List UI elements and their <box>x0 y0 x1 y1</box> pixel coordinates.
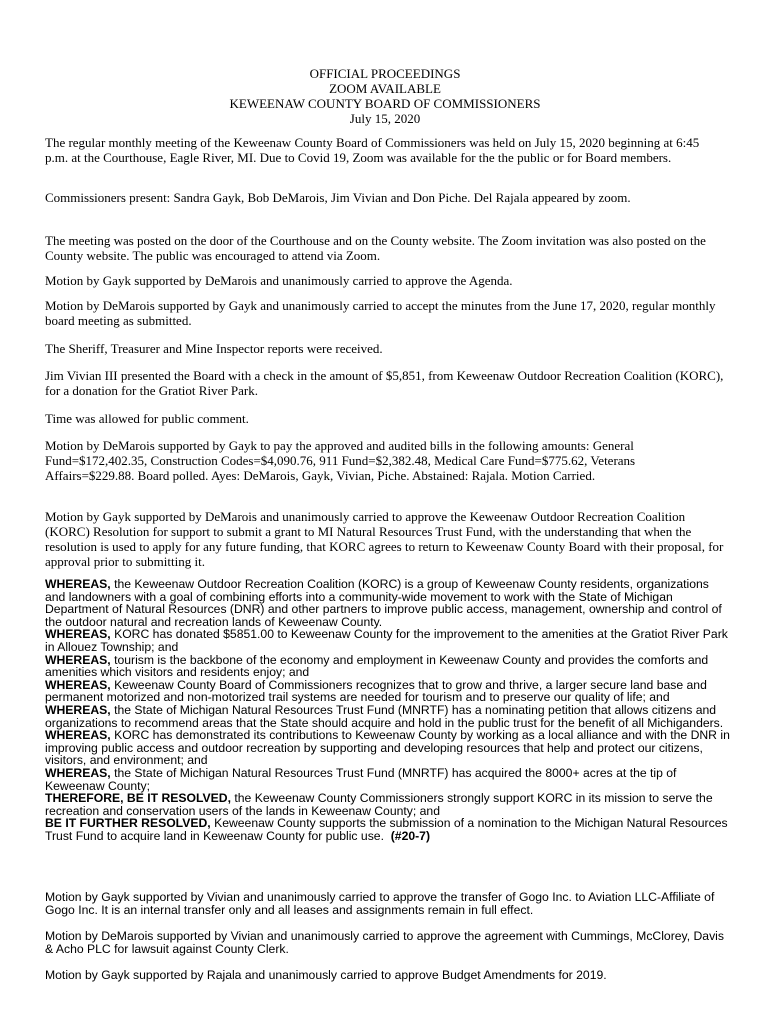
document-header <box>0 66 770 126</box>
whereas-clause <box>45 628 731 653</box>
whereas-text: KORC has demonstrated its contributions to Keweenaw County by working as a local alliance and with the DNR in improving public access and outdoor recreation by supporting and developing resources that help and protect our citizens, visitors, and environment; and <box>45 728 730 768</box>
header-line-proceedings: OFFICIAL PROCEEDINGS <box>309 66 461 81</box>
whereas-label: WHEREAS, <box>45 577 111 591</box>
paragraph-budget-amendments-motion: Motion by Gayk supported by Rajala and unanimously carried to approve Budget Amendments for 2019. <box>45 968 607 982</box>
further-resolved-label: BE IT FURTHER RESOLVED, <box>45 816 211 831</box>
header-line-board: KEWEENAW COUNTY BOARD OF COMMISSIONERS <box>229 96 541 111</box>
paragraph-reports-received: The Sheriff, Treasurer and Mine Inspector reports were received. <box>45 341 383 356</box>
whereas-clause <box>45 578 731 628</box>
whereas-clause <box>45 704 731 729</box>
header-line-zoom: ZOOM AVAILABLE <box>329 81 441 96</box>
resolution-block <box>45 578 731 842</box>
therefore-label: THEREFORE, BE IT RESOLVED, <box>45 791 231 806</box>
paragraph-commissioners-present: Commissioners present: Sandra Gayk, Bob DeMarois, Jim Vivian and Don Piche. Del Rajala appeared by zoom. <box>45 190 631 205</box>
therefore-clause <box>45 792 731 817</box>
further-resolved-text: Keweenaw County supports the submission of a nomination to the Michigan Natural Resources Trust Fund to acquire land in Keweenaw County for public use. <box>45 816 728 843</box>
paragraph-agenda-motion: Motion by Gayk supported by DeMarois and unanimously carried to approve the Agenda. <box>45 273 513 288</box>
therefore-text: the Keweenaw County Commissioners strongly support KORC in its mission to serve the recreation and conservation users of the lands in Keweenaw County; and <box>45 791 713 818</box>
whereas-text: the State of Michigan Natural Resources Trust Fund (MNRTF) has a nominating petition that allows citizens and organizations to recommend areas that the State should acquire and hold in the public trust for the benefit of all Michiganders. <box>45 702 724 730</box>
whereas-label: WHEREAS, <box>45 652 111 667</box>
whereas-text: the State of Michigan Natural Resources Trust Fund (MNRTF) has acquired the 8000+ acres at the tip of Keweenaw County; <box>45 765 677 793</box>
paragraph-gogo-transfer-motion: Motion by Gayk supported by Vivian and unanimously carried to approve the transfer of Gogo Inc. to Aviation LLC-Affiliate of Gogo Inc. It is an internal transfer only and all leases and assignments remain in full effect. <box>45 890 715 917</box>
whereas-label: WHEREAS, <box>45 728 111 743</box>
whereas-clause <box>45 654 731 679</box>
paragraph-meeting-posted: The meeting was posted on the door of the Courthouse and on the County website. The Zoom invitation was also posted on the County website. The public was encouraged to attend via Zoom. <box>45 233 706 263</box>
whereas-text: KORC has donated $5851.00 to Keweenaw County for the improvement to the amenities at the Gratiot River Park in Allouez Township; and <box>45 627 728 654</box>
header-date: July 15, 2020 <box>349 111 421 126</box>
paragraph-meeting-held: The regular monthly meeting of the Keweenaw County Board of Commissioners was held on July 15, 2020 beginning at 6:45 p.m. at the Courthouse, Eagle River, MI. Due to Covid 19, Zoom was available for the the public or for Board members. <box>45 135 700 165</box>
whereas-label: WHEREAS, <box>45 677 111 692</box>
whereas-clause <box>45 767 731 792</box>
paragraph-minutes-motion: Motion by DeMarois supported by Gayk and unanimously carried to accept the minutes from the June 17, 2020, regular monthly board meeting as submitted. <box>45 298 716 328</box>
paragraph-korc-check: Jim Vivian III presented the Board with a check in the amount of $5,851, from Keweenaw Outdoor Recreation Coalition (KORC), for a donation for the Gratiot River Park. <box>45 368 724 398</box>
whereas-label: WHEREAS, <box>45 627 111 642</box>
paragraph-cummings-agreement-motion: Motion by DeMarois supported by Vivian and unanimously carried to approve the agreement with Cummings, McClorey, Davis & Acho PLC for lawsuit against County Clerk. <box>45 929 724 956</box>
whereas-text: Keweenaw County Board of Commissioners recognizes that to grow and thrive, a larger secure land base and permanent motorized and non-motorized trail systems are needed for tourism and to preserve our quality of life; and <box>45 677 707 705</box>
whereas-text: the Keweenaw Outdoor Recreation Coalition (KORC) is a group of Keweenaw County residents, organizations and landowners with a goal of combining efforts into a community-wide movement to work with the State of Michigan Department of Natural Resources (DNR) and other partners to improve public access, management, ownership and control of the outdoor natural and recreation lands of Keweenaw County. <box>45 577 722 629</box>
resolution-reference: (#20-7) <box>390 828 431 843</box>
paragraph-bills-motion: Motion by DeMarois supported by Gayk to pay the approved and audited bills in the following amounts: General Fund=$172,402.35, Construction Codes=$4,090.76, 911 Fund=$2,382.48, Medical Care Fund=$775.62, Veterans Affairs=$229.88. Board polled. Ayes: DeMarois, Gayk, Vivian, Piche. Abstained: Rajala. Motion Carried. <box>45 438 636 483</box>
whereas-label: WHEREAS, <box>45 702 111 717</box>
whereas-clause <box>45 679 731 704</box>
further-resolved-clause <box>45 817 731 842</box>
whereas-label: WHEREAS, <box>45 765 111 780</box>
whereas-clause <box>45 729 731 767</box>
paragraph-korc-resolution-motion: Motion by Gayk supported by DeMarois and unanimously carried to approve the Keweenaw Outdoor Recreation Coalition (KORC) Resolution for support to submit a grant to MI Natural Resources Trust Fund, with the understanding that when the resolution is used to apply for any future funding, that KORC agrees to return to Keweenaw County Board with their proposal, for approval prior to submitting it. <box>45 509 724 569</box>
paragraph-public-comment: Time was allowed for public comment. <box>45 411 249 426</box>
whereas-text: tourism is the backbone of the economy and employment in Keweenaw County and provides the comforts and amenities which visitors and residents enjoy; and <box>45 652 709 680</box>
